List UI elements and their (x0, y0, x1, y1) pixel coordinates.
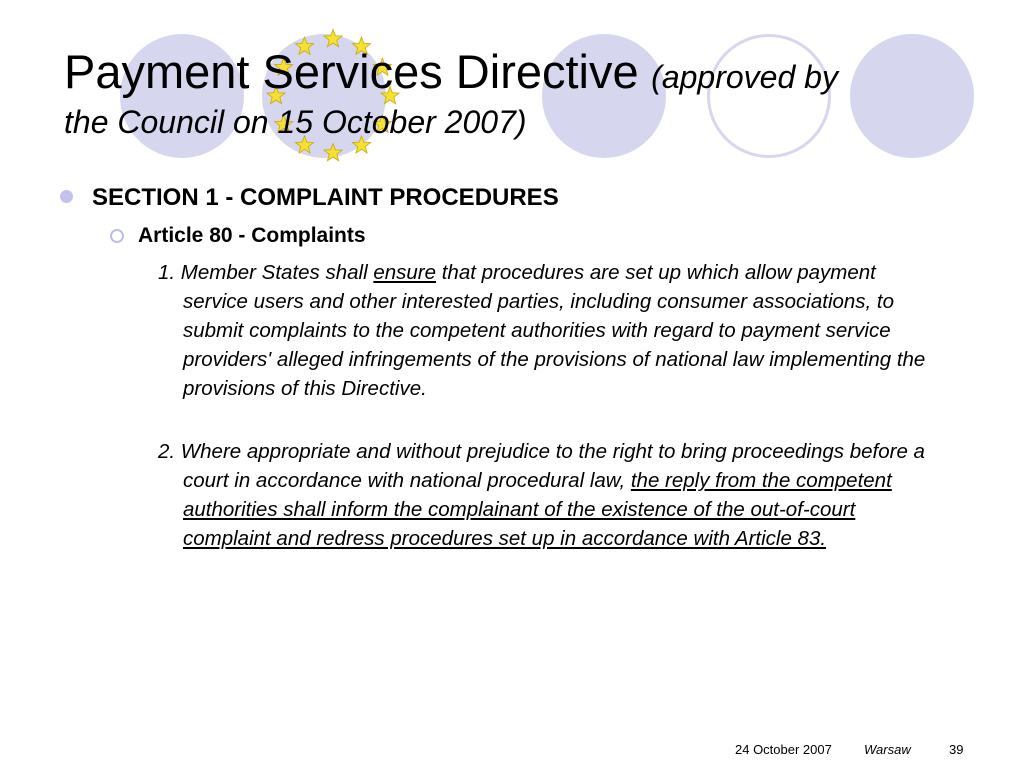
p2-prefix: 2. Where appropriate and without prejudice to the right to bring proceedings before a court in accordance with national procedural law, (158, 440, 925, 492)
paragraph-2 (158, 437, 943, 553)
paragraph-1 (158, 258, 943, 403)
title-main: Payment Services Directive (64, 45, 639, 98)
p1-prefix: 1. Member States shall (158, 261, 374, 284)
footer-date: 24 October 2007 (735, 742, 832, 757)
article-heading: Article 80 - Complaints (138, 224, 366, 247)
footer-city: Warsaw (864, 742, 911, 757)
title-approved-2: the Council on 15 October 2007) (64, 104, 527, 140)
section-heading: SECTION 1 - COMPLAINT PROCEDURES (92, 184, 559, 211)
footer-page-number: 39 (949, 742, 964, 757)
eu-star-icon (324, 144, 342, 161)
filled-circle-bullet-icon (60, 190, 73, 203)
slide-title (64, 44, 984, 140)
title-approved-1: (approved by (651, 59, 838, 95)
p1-rest: that procedures are set up which allow payment service users and other interested parties, including consumer associations, to submit complaints to the competent authorities with regard to payment service providers' alleged infringements of the provisions of national law implementing the provisions of this Directive. (183, 261, 926, 400)
p1-underlined: ensure (373, 261, 437, 284)
hollow-circle-bullet-icon (110, 229, 124, 243)
p2-underlined: the reply from the competent authorities shall inform the complainant of the existence of the out-of-court complaint and redress procedures set up in accordance with Article 83. (183, 469, 892, 550)
